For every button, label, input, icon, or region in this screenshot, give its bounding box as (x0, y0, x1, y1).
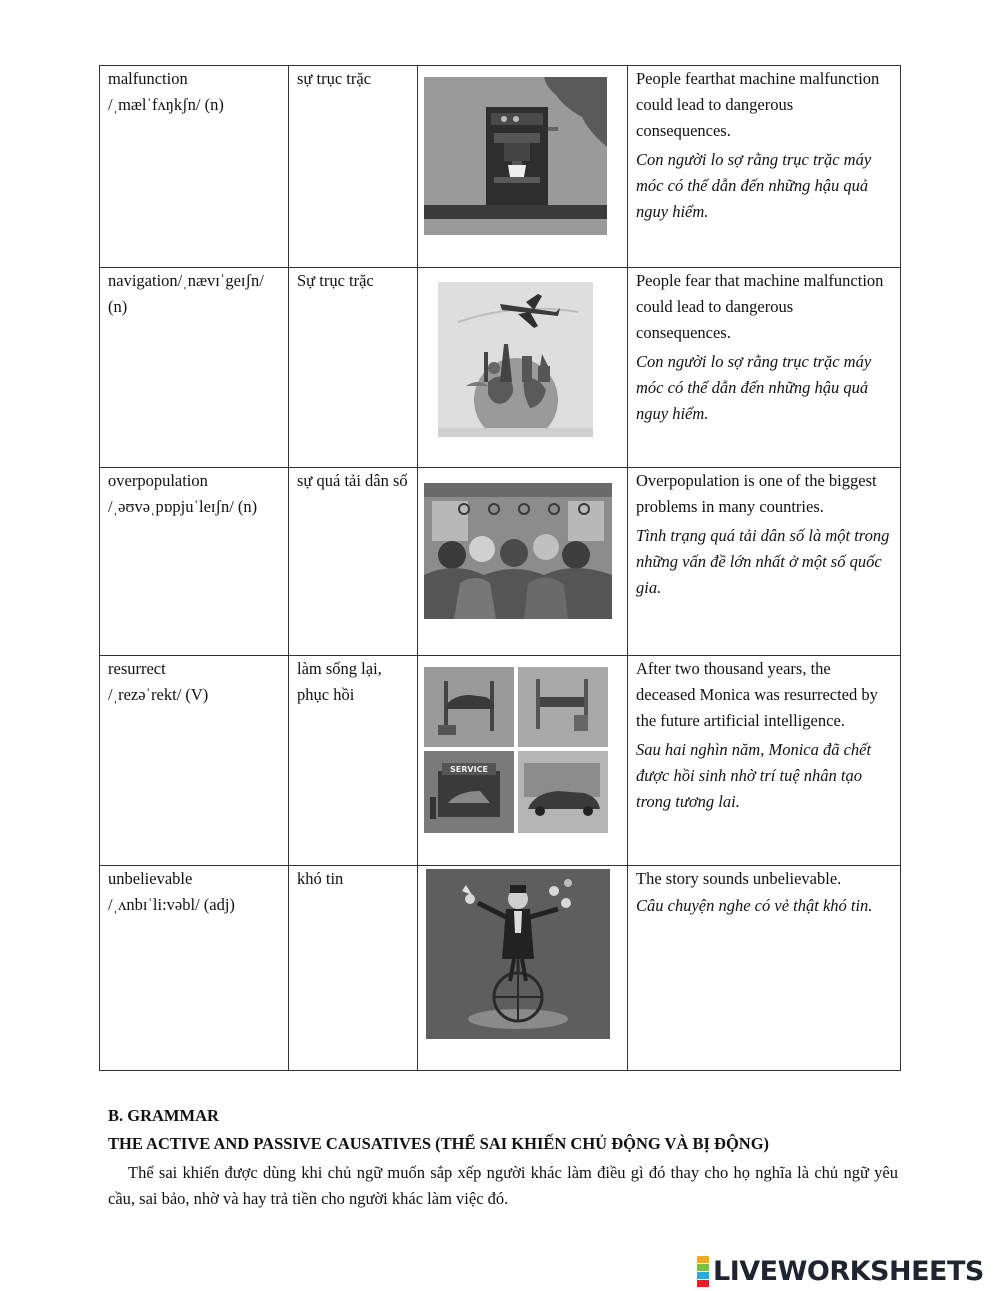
example-vietnamese: Tình trạng quá tải dân số là một trong những vấn đề lớn nhất ở một số quốc gia. (636, 526, 890, 597)
example-vietnamese: Con người lo sợ rằng trục trặc máy móc có thể dẫn đến những hậu quả nguy hiểm. (636, 150, 872, 221)
logo-text: LIVEWORKSHEETS (713, 1255, 984, 1287)
meaning: làm sống lại, phục hồi (297, 659, 382, 704)
table-row (100, 468, 901, 656)
phonetic: /ˌmælˈfʌŋkʃn/ (n) (108, 95, 224, 114)
phonetic: /ˌrezəˈrekt/ (V) (108, 685, 209, 704)
logo-block (697, 1280, 709, 1287)
car-service-illustration (424, 667, 608, 833)
image-cell (418, 66, 628, 268)
meaning: sự trục trặc (297, 69, 371, 88)
word-cell (100, 268, 289, 468)
example-cell (628, 468, 901, 656)
word: unbelievable (108, 869, 193, 888)
meaning-cell (289, 66, 418, 268)
word-cell (100, 656, 289, 866)
phonetic: /ˌʌnbɪˈli:vəbl/ (adj) (108, 895, 235, 914)
airplane-world-landmarks-illustration (438, 282, 593, 437)
word-cell (100, 866, 289, 1071)
logo-block (697, 1256, 709, 1263)
grammar-section (108, 1104, 898, 1212)
image-cell (418, 268, 628, 468)
example-vietnamese: Con người lo sợ rằng trục trặc máy móc có thể dẫn đến những hậu quả nguy hiểm. (636, 352, 872, 423)
example-english: People fearthat machine malfunction could lead to dangerous consequences. (636, 69, 880, 140)
grammar-title: THE ACTIVE AND PASSIVE CAUSATIVES (THỂ SAI KHIẾN CHỦ ĐỘNG VÀ BỊ ĐỘNG) (108, 1134, 770, 1153)
image-cell (418, 468, 628, 656)
meaning: Sự trục trặc (297, 271, 374, 290)
vocabulary-table (99, 65, 901, 1071)
image-cell (418, 656, 628, 866)
example-cell (628, 268, 901, 468)
example-vietnamese: Câu chuyện nghe có vẻ thật khó tin. (636, 896, 873, 915)
grammar-paragraph: Thể sai khiến được dùng khi chủ ngữ muốn sắp xếp người khác làm điều gì đó thay cho họ nghĩa là chủ ngữ yêu cầu, sai bảo, nhờ và hay trả tiền cho người khác làm việc đó. (108, 1163, 898, 1208)
grammar-heading: B. GRAMMAR (108, 1106, 219, 1125)
meaning-cell (289, 468, 418, 656)
logo-blocks-icon (697, 1256, 709, 1287)
word: resurrect (108, 659, 166, 678)
coffee-machine-illustration (424, 77, 607, 235)
example-english: Overpopulation is one of the biggest problems in many countries. (636, 471, 877, 516)
phonetic: /ˌəʊvəˌpɒpjuˈleɪʃn/ (n) (108, 497, 258, 516)
word: malfunction (108, 69, 188, 88)
example-english: The story sounds unbelievable. (636, 869, 842, 888)
service-sign: SERVICE (450, 765, 488, 774)
example-cell (628, 866, 901, 1071)
phonetic: (n) (108, 297, 128, 316)
table-row (100, 866, 901, 1071)
word: overpopulation (108, 471, 208, 490)
logo-block (697, 1272, 709, 1279)
table-row (100, 268, 901, 468)
meaning-cell (289, 268, 418, 468)
meaning-cell (289, 866, 418, 1071)
table-row (100, 656, 901, 866)
juggler-on-unicycle-illustration (426, 869, 610, 1039)
word-cell (100, 66, 289, 268)
meaning: khó tin (297, 869, 344, 888)
example-english: After two thousand years, the deceased Monica was resurrected by the future artificial intelligence. (636, 659, 878, 730)
meaning-cell (289, 656, 418, 866)
table-row (100, 66, 901, 268)
word-cell (100, 468, 289, 656)
example-cell (628, 66, 901, 268)
crowded-bus-illustration (424, 483, 612, 619)
example-vietnamese: Sau hai nghìn năm, Monica đã chết được hồi sinh nhờ trí tuệ nhân tạo trong tương lai. (636, 740, 872, 811)
meaning: sự quá tải dân số (297, 471, 408, 490)
liveworksheets-logo (697, 1256, 984, 1286)
word: navigation/ˌnævɪˈgeɪʃn/ (108, 271, 264, 290)
example-english: People fear that machine malfunction could lead to dangerous consequences. (636, 271, 884, 342)
image-cell (418, 866, 628, 1071)
example-cell (628, 656, 901, 866)
logo-block (697, 1264, 709, 1271)
